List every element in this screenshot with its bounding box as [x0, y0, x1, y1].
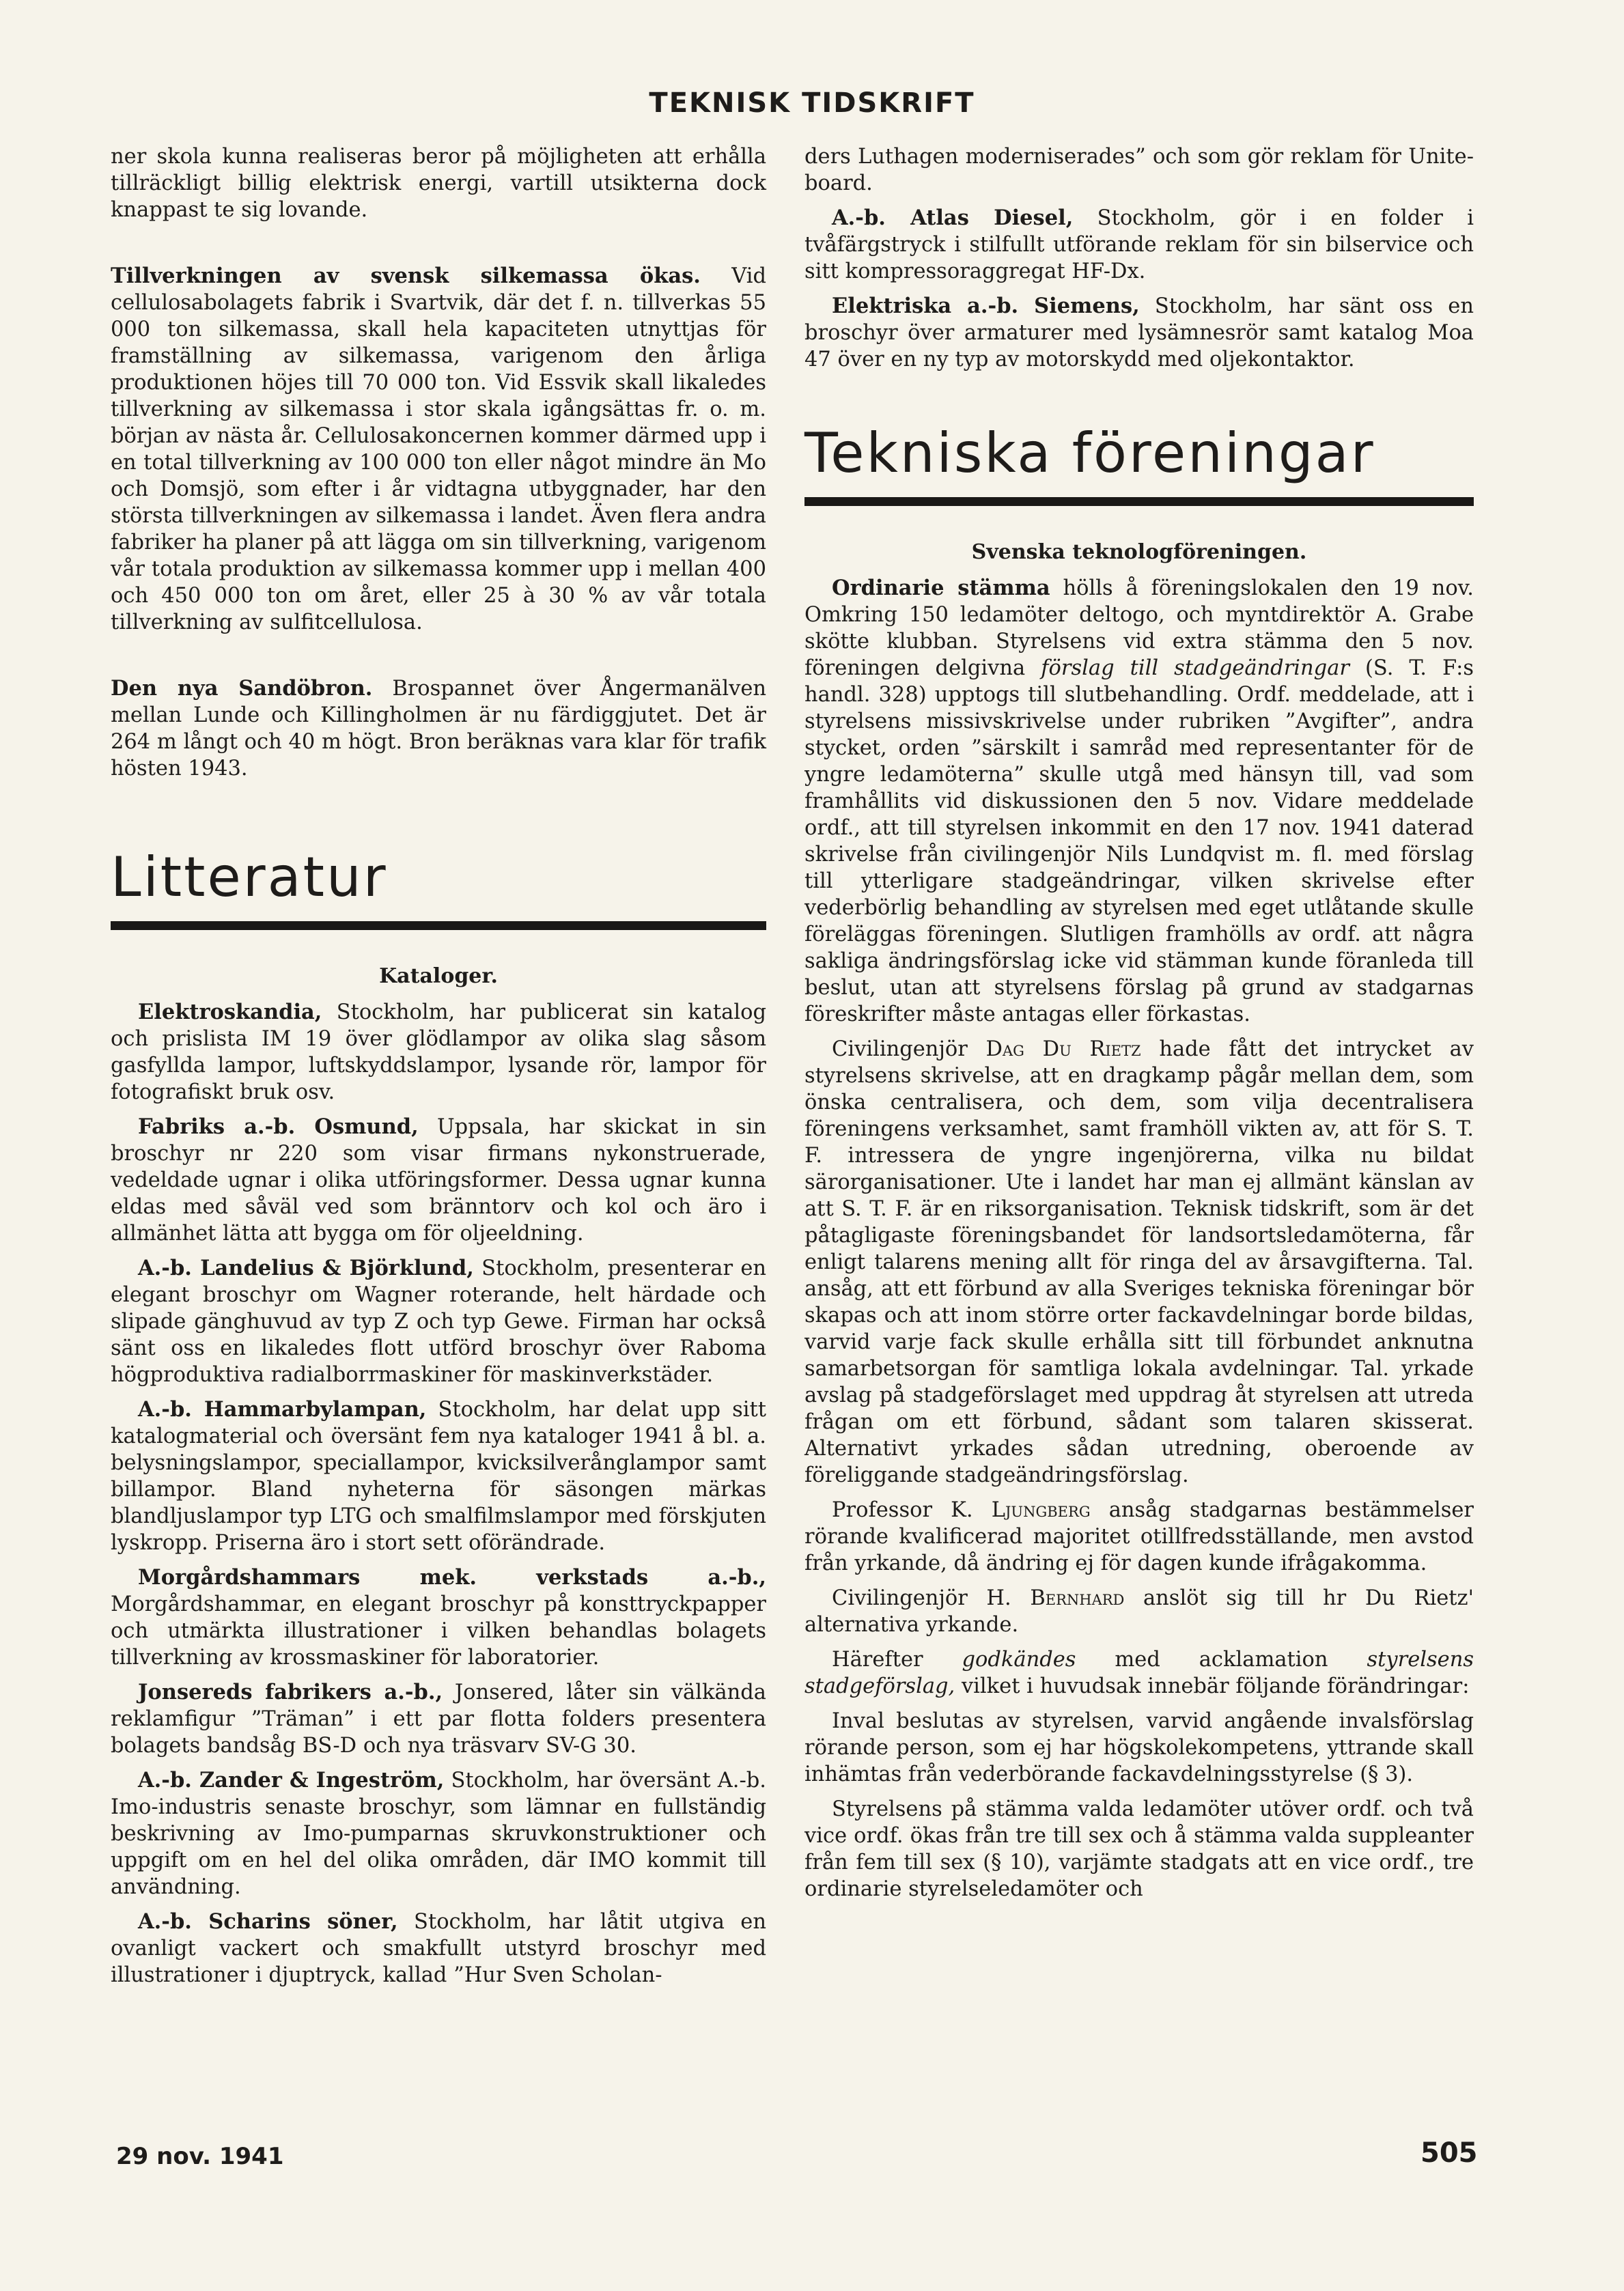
company-name: A.-b. Landelius & Björklund, [138, 1256, 474, 1280]
emphasis-text: godkändes [962, 1648, 1076, 1672]
catalog-text: Stockholm, har sänt oss en broschyr över armaturer med lysämnesrör samt katalog Moa 47 över en ny typ av motorskydd med oljekontaktor. [804, 294, 1474, 371]
catalog-text: Stockholm, har låtit utgiva en ovanligt vackert och smakfullt utstyrd broschyr med illustrationer i djuptryck, kallad ”Hur Sven Scholan- [111, 1910, 766, 1987]
paragraph-text: ansåg stadgarnas bestämmelser rörande kvalificerad majoritet otillfredsställande, men avstod från yrkande, då ändring ej för dagen kunde ifrågakomma. [804, 1498, 1474, 1575]
emphasis-text: förslag till stadgeändringar [1041, 656, 1349, 680]
paragraph-text: med acklamation [1115, 1648, 1328, 1672]
meeting-paragraph [804, 1036, 1474, 1489]
subhead-kataloger: Kataloger. [379, 964, 498, 988]
intro-paragraph: ner skola kunna realiseras beror på möjligheten att erhålla tillräckligt billig elektrisk energi, vartill utsikterna dock knappast te sig lovande. [111, 145, 766, 222]
catalog-text: Stockholm, har översänt A.-b. Imo-industris senaste broschyr, som lämnar en fullständig beskrivning av Imo-pumparnas skruvkonstruktioner och uppgift om en hel del olika områden, där IMO kommit till användning. [111, 1769, 767, 1899]
continued-paragraph: ders Luthagen moderniserades” och som gör reklam för Unite-board. [804, 145, 1474, 195]
person-name: Bernhard [1030, 1586, 1125, 1610]
news-headline: Tillverkningen av svensk silkemassa ökas. [111, 264, 701, 288]
meeting-paragraph [804, 1497, 1474, 1577]
paragraph-text: (S. T. F:s handl. 328) upptogs till slutbehandling. Ordf. meddelade, att i styrelsens missivskrivelse under rubriken ”Avgifter”, andra stycket, orden ”särskilt i samråd med representanter för de yngre ledamöterna” skulle utgå med hänsyn till, vad som framhållits vid diskussionen den 5 nov. Vidare meddelade ordf., att till styrelsen inkommit en den 17 nov. 1941 daterad skrivelse från civilingenjör Nils Lundqvist m. fl. med förslag till ytterligare stadgeändringar, vilken skrivelse efter vederbörlig behandling av styrelsen med eget utlåtande skulle föreläggas föreningen. Slutligen framhölls av ordf. att några sakliga ändringsförslag icke vid stämman kunde föranleda till beslut, utan att styrelsens förslag på grund av stadgarnas föreskrifter måste antagas eller förkastas. [804, 656, 1474, 1026]
page-number: 505 [1420, 2137, 1478, 2169]
catalog-item [111, 1255, 766, 1388]
subhead-teknologforeningen: Svenska teknologföreningen. [971, 540, 1307, 564]
meeting-paragraph [804, 1585, 1474, 1638]
catalog-item [111, 1679, 766, 1759]
left-column [111, 143, 766, 1997]
emphasis-text: styrelsens stadgeförslag, [804, 1648, 1474, 1698]
catalog-item [111, 1564, 766, 1671]
company-name: A.-b. Scharins söner, [138, 1909, 398, 1934]
person-name: Ljungberg [991, 1498, 1091, 1522]
catalog-item [111, 1114, 766, 1247]
paragraph-text: Civilingenjör [832, 1037, 968, 1061]
news-sandobron [111, 675, 766, 782]
paragraph-text: Professor K. [832, 1498, 973, 1522]
section-title-tekniska-foreningar: Tekniska föreningar [804, 421, 1375, 485]
company-name: A.-b. Hammarbylampan, [138, 1397, 427, 1422]
catalog-text: Stockholm, har delat upp sitt katalogmaterial och översänt fem nya kataloger 1941 å bl. a. belysningslampor, speciallampor, kvicksilverånglampor samt billampor. Bland nyheterna för säsongen märkas blandljuslampor typ LTG och smalfilmslampor med förskjuten lyskropp. Priserna äro i stort sett oförändrade. [111, 1398, 766, 1555]
news-body: Vid cellulosabolagets fabrik i Svartvik, där det f. n. tillverkas 55 000 ton silkemassa, skall hela kapaciteten utnyttjas för framställning av silkemassa, varigenom den årliga produktionen höjes till 70 000 ton. Vid Essvik skall likaledes tillverkning av silkemassa i stor skala igångsättas fr. o. m. början av nästa år. Cellulosakoncernen kommer därmed upp i en total tillverkning av 100 000 ton eller något mindre än Mo och Domsjö, som efter i år vidtagna utbyggnader, har den största tillverkningen av silkemassa i landet. Även flera andra fabriker ha planer på att lägga om sin tillverkning, varigenom vår totala produktion av silkemassa kommer upp i mellan 400 och 450 000 ton om året, eller 25 à 30 % av vår totala tillverkning av sulfitcellulosa. [111, 264, 766, 634]
catalog-item [804, 293, 1474, 373]
paragraph-lead: Ordinarie stämma [832, 576, 1050, 600]
catalog-text: Stockholm, gör i en folder i tvåfärgstryck i stilfullt utförande reklam för sin bilservice och sitt kompressoraggregat HF-Dx. [804, 206, 1474, 283]
company-name: Elektriska a.-b. Siemens, [832, 294, 1140, 318]
news-headline: Den nya Sandöbron. [111, 676, 373, 701]
paragraph-text: Civilingenjör H. [832, 1586, 1011, 1610]
paragraph-text: hölls å föreningslokalen den 19 nov. Omkring 150 ledamöter deltogo, och myntdirektör A. Grabe skötte klubban. Styrelsens vid extra stämma den 5 nov. föreningen delgivna [804, 576, 1474, 680]
paragraph-text: hade fått det intrycket av styrelsens skrivelse, att en dragkamp pågår mellan dem, som önska centralisera, och dem, som vilja decentralisera föreningens verksamhet, samt framhöll vikten av, att för S. T. F. intressera de yngre ingenjörerna, vilka nu bildat särorganisationer. Ute i landet har man ej allmänt känslan av att S. T. F. är en riksorganisation. Teknisk tidskrift, som är det påtagligaste föreningsbandet för landsortsledamöterna, får enligt talarens mening allt för ringa del av årsavgifterna. Tal. ansåg, att ett förbund av alla Sveriges tekniska föreningar bör skapas och att inom större orter fackavdelningar borde bildas, varvid varje fack skulle erhålla sitt till förbundet anknutna samarbetsorgan för samtliga lokala avdelningar. Tal. yrkade avslag på stadgeförslaget med uppdrag åt styrelsen att utreda frågan om ett förbund, sådant som talaren skisserat. Alternativt yrkades sådan utredning, oberoende av föreliggande stadgeändringsförslag. [804, 1037, 1474, 1487]
news-body: Brospannet över Ångermanälven mellan Lunde och Killingholmen är nu färdiggjutet. Det är 264 m långt och 40 m högt. Bron beräknas vara klar för trafik hösten 1943. [111, 677, 767, 781]
meeting-paragraph [804, 1646, 1474, 1700]
journal-header: TEKNISK TIDSKRIFT [649, 87, 975, 119]
paragraph-text: vilket i huvudsak innebär följande förändringar: [961, 1674, 1470, 1698]
paragraph-text: anslöt sig till hr Du Rietz' alternativa yrkande. [804, 1586, 1474, 1637]
section-rule [804, 497, 1474, 506]
person-name: Dag Du Rietz [985, 1037, 1141, 1061]
catalog-text: Jonsered, låter sin välkända reklamfigur ”Träman” i ett par flotta folders presentera bolagets bandsåg BS-D och nya träsvarv SV-G 30. [111, 1681, 766, 1758]
catalog-item [804, 205, 1474, 285]
catalog-item [111, 999, 766, 1106]
catalog-item [111, 1767, 766, 1900]
company-name: Jonsereds fabrikers a.-b., [138, 1680, 443, 1704]
company-name: Morgårdshammars mek. verkstads a.-b., [138, 1565, 766, 1590]
company-name: A.-b. Zander & Ingeström, [138, 1768, 445, 1793]
paragraph-text: Härefter [832, 1648, 923, 1672]
company-name: A.-b. Atlas Diesel, [832, 206, 1074, 230]
meeting-paragraph [804, 575, 1474, 1028]
catalog-text: Stockholm, presenterar en elegant broschyr om Wagner roterande, helt härdade och slipade gänghuvud av typ Z och typ Gewe. Firman har också sänt oss en likaledes flott utförd broschyr över Raboma högproduktiva radialborrmaskiner för maskinverkstäder. [111, 1256, 767, 1387]
catalog-text: Morgårdshammar, en elegant broschyr på konsttryckpapper och utmärkta illustrationer i vilken behandlas bolagets tillverkning av krossmaskiner för laboratorier. [111, 1592, 766, 1670]
issue-date: 29 nov. 1941 [116, 2143, 284, 2170]
meeting-paragraph: Inval beslutas av styrelsen, varvid angående invalsförslag rörande person, som ej har högskolekompetens, yttrande skall inhämtas från vederbörande fackavdelningsstyrelse (§ 3). [804, 1709, 1474, 1786]
catalog-item [111, 1396, 766, 1556]
company-name: Fabriks a.-b. Osmund, [138, 1114, 419, 1139]
meeting-paragraph: Styrelsens på stämma valda ledamöter utöver ordf. och två vice ordf. ökas från tre till sex och å stämma valda suppleanter från fem till sex (§ 10), varjämte stadgats att en vice ordf., tre ordinarie styrelseledamöter och [804, 1797, 1474, 1901]
news-silkemassa [111, 263, 766, 636]
catalog-text: Uppsala, har skickat in sin broschyr nr 220 som visar firmans nykonstruerade, vedeldade ugnar i olika utföringsformer. Dessa ugnar kunna eldas med såväl ved som bränntorv och kol och äro i allmänhet lätta att bygga om för oljeeldning. [111, 1115, 766, 1246]
right-column [804, 143, 1474, 1911]
company-name: Elektroskandia, [138, 1000, 322, 1024]
catalog-item [111, 1909, 766, 1988]
section-rule [111, 921, 766, 930]
catalog-text: Stockholm, har publicerat sin katalog och prislista IM 19 över glödlampor av olika slag såsom gasfyllda lampor, luftskyddslampor, lysande rör, lampor för fotografiskt bruk osv. [111, 1000, 766, 1104]
section-title-litteratur: Litteratur [111, 845, 388, 909]
